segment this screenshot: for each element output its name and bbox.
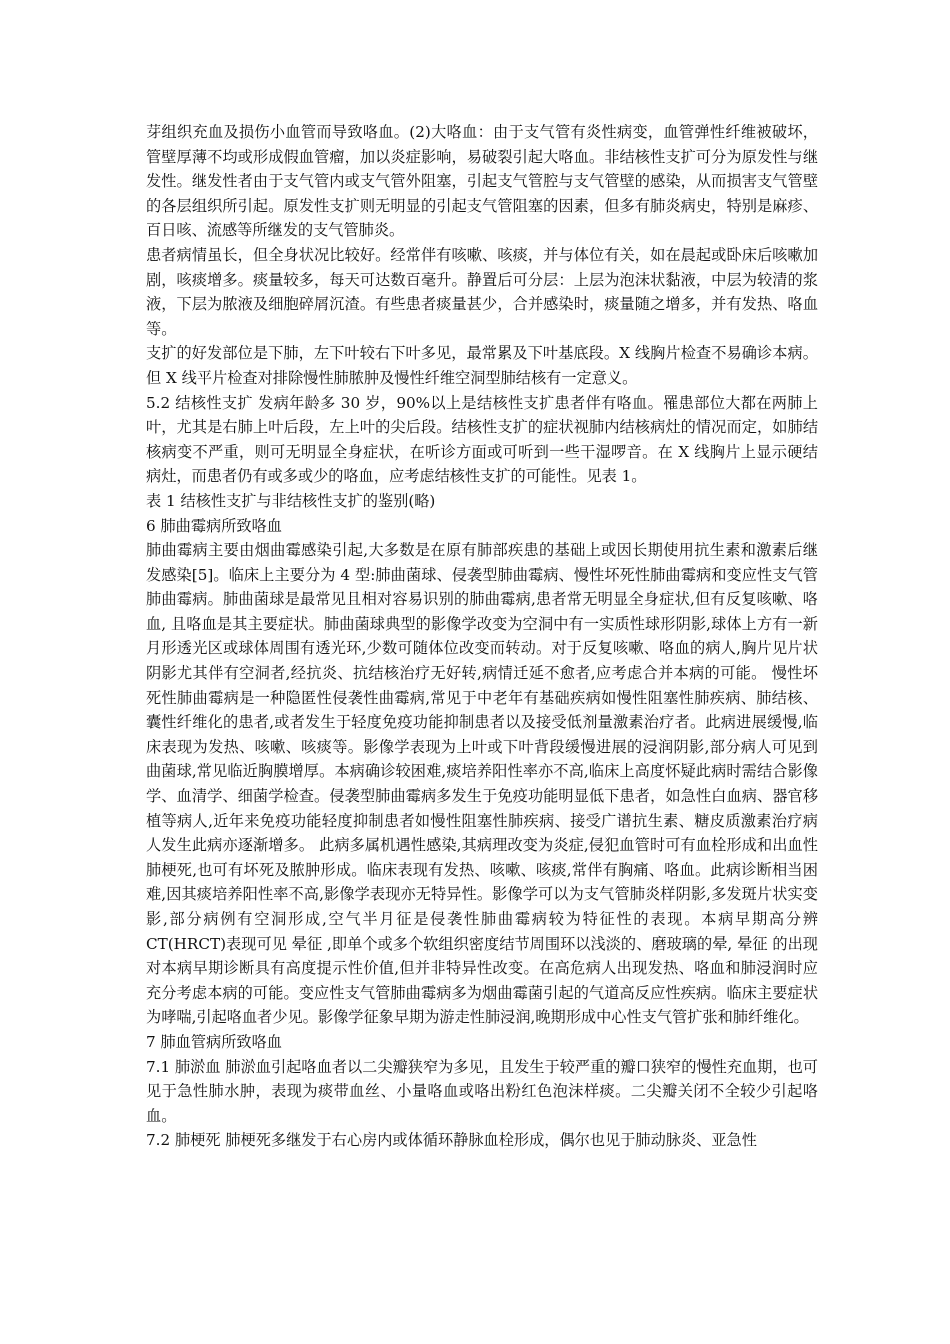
section-heading-vascular: 7 肺血管病所致咯血	[146, 1032, 282, 1051]
paragraph-aspergillosis: 肺曲霉病主要由烟曲霉感染引起,大多数是在原有肺部疾患的基础上或因长期使用抗生素和激素后继发感染[5]。临床上主要分为 4 型:肺曲菌球、侵袭型肺曲霉病、慢性坏死性肺曲霉病和变应性支气管肺曲霉病。肺曲菌球是最常见且相对容易识别的肺曲霉病,患者常无明显全身症状,但有反复咳嗽、咯血, 且咯血是其主要症状。肺曲菌球典型的影像学改变为空洞中有一实质性球形阴影,球体上方有一新月形透光区或球体周围有透光环,少数可随体位改变而转动。对于反复咳嗽、咯血的病人,胸片见片状阴影尤其伴有空洞者,经抗炎、抗结核治疗无好转,病情迁延不愈者,应考虑合并本病的可能。 慢性坏死性肺曲霉病是一种隐匿性侵袭性曲霉病,常见于中老年有基础疾病如慢性阻塞性肺疾病、肺结核、囊性纤维化的患者,或者发生于轻度免疫功能抑制患者以及接受低剂量激素治疗者。此病进展缓慢,临床表现为发热、咳嗽、咳痰等。影像学表现为上叶或下叶背段缓慢进展的浸润阴影,部分病人可见到曲菌球,常见临近胸膜增厚。本病确诊较困难,痰培养阳性率亦不高,临床上高度怀疑此病时需结合影像学、血清学、细菌学检查。侵袭型肺曲霉病多发生于免疫功能明显低下患者，如急性白血病、器官移植等病人,近年来免疫功能轻度抑制患者如慢性阻塞性肺疾病、接受广谱抗生素、糖皮质激素治疗病人发生此病亦逐渐增多。 此病多属机遇性感染,其病理改变为炎症,侵犯血管时可有血栓形成和出血性肺梗死,也可有坏死及脓肿形成。临床表现有发热、咳嗽、咳痰,常伴有胸痛、咯血。此病诊断相当困难,因其痰培养阳性率不高,影像学表现亦无特异性。影像学可以为支气管肺炎样阴影,多发斑片状实变影,部分病例有空洞形成,空气半月征是侵袭性肺曲霉病较为特征性的表现。本病早期高分辨 CT(HRCT)表现可见 晕征 ,即单个或多个软组织密度结节周围环以浅淡的、磨玻璃的晕, 晕征 的出现对本病早期诊断具有高度提示性价值,但并非特异性改变。在高危病人出现发热、咯血和肺浸润时应充分考虑本病的可能。变应性支气管肺曲霉病多为烟曲霉菌引起的气道高反应性疾病。临床主要症状为哮喘,引起咯血者少见。影像学征象早期为游走性肺浸润,晚期形成中心性支气管扩张和肺纤维化。	[146, 541, 818, 1027]
paragraph-hemoptysis-mechanism: 芽组织充血及损伤小血管而导致咯血。(2)大咯血：由于支气管有炎性病变，血管弹性纤维被破坏，管壁厚薄不均或形成假血管瘤，加以炎症影响，易破裂引起大咯血。非结核性支扩可分为原发性与继发性。继发性者由于支气管内或支气管外阻塞，引起支气管腔与支气管壁的感染，从而损害支气管壁的各层组织所引起。原发性支扩则无明显的引起支气管阻塞的因素，但多有肺炎病史，特别是麻疹、百日咳、流感等所继发的支气管肺炎。	[146, 123, 818, 240]
table-caption: 表 1 结核性支扩与非结核性支扩的鉴别(略)	[146, 491, 436, 510]
document-body	[146, 120, 818, 1153]
paragraph-predilection-site: 支扩的好发部位是下肺，左下叶较右下叶多见，最常累及下叶基底段。X 线胸片检查不易确诊本病。但 X 线平片检查对排除慢性肺脓肿及慢性纤维空洞型肺结核有一定意义。	[146, 344, 818, 387]
paragraph-tuberculous-bronchiectasis: 5.2 结核性支扩 发病年龄多 30 岁，90%以上是结核性支扩患者伴有咯血。罹患部位大都在两肺上叶，尤其是右肺上叶后段，左上叶的尖后段。结核性支扩的症状视肺内结核病灶的情况而定，如肺结核病变不严重，则可无明显全身症状，在听诊方面或可听到一些干湿啰音。在 X 线胸片上显示硬结病灶，而患者仍有或多或少的咯血，应考虑结核性支扩的可能性。见表 1。	[146, 393, 818, 486]
paragraph-patient-symptoms: 患者病情虽长，但全身状况比较好。经常伴有咳嗽、咳痰，并与体位有关，如在晨起或卧床后咳嗽加剧，咳痰增多。痰量较多，每天可达数百毫升。静置后可分层：上层为泡沫状黏液，中层为较清的浆液，下层为脓液及细胞碎屑沉渣。有些患者痰量甚少，合并感染时，痰量随之增多，并有发热、咯血等。	[146, 245, 818, 338]
paragraph-pulmonary-congestion: 7.1 肺淤血 肺淤血引起咯血者以二尖瓣狭窄为多见，且发生于较严重的瓣口狭窄的慢性充血期，也可见于急性肺水肿，表现为痰带血丝、小量咯血或咯出粉红色泡沫样痰。二尖瓣关闭不全较少引起咯血。	[146, 1057, 818, 1125]
section-heading-aspergillosis: 6 肺曲霉病所致咯血	[146, 516, 282, 535]
paragraph-pulmonary-infarction: 7.2 肺梗死 肺梗死多继发于右心房内或体循环静脉血栓形成，偶尔也见于肺动脉炎、亚急性	[146, 1131, 757, 1150]
